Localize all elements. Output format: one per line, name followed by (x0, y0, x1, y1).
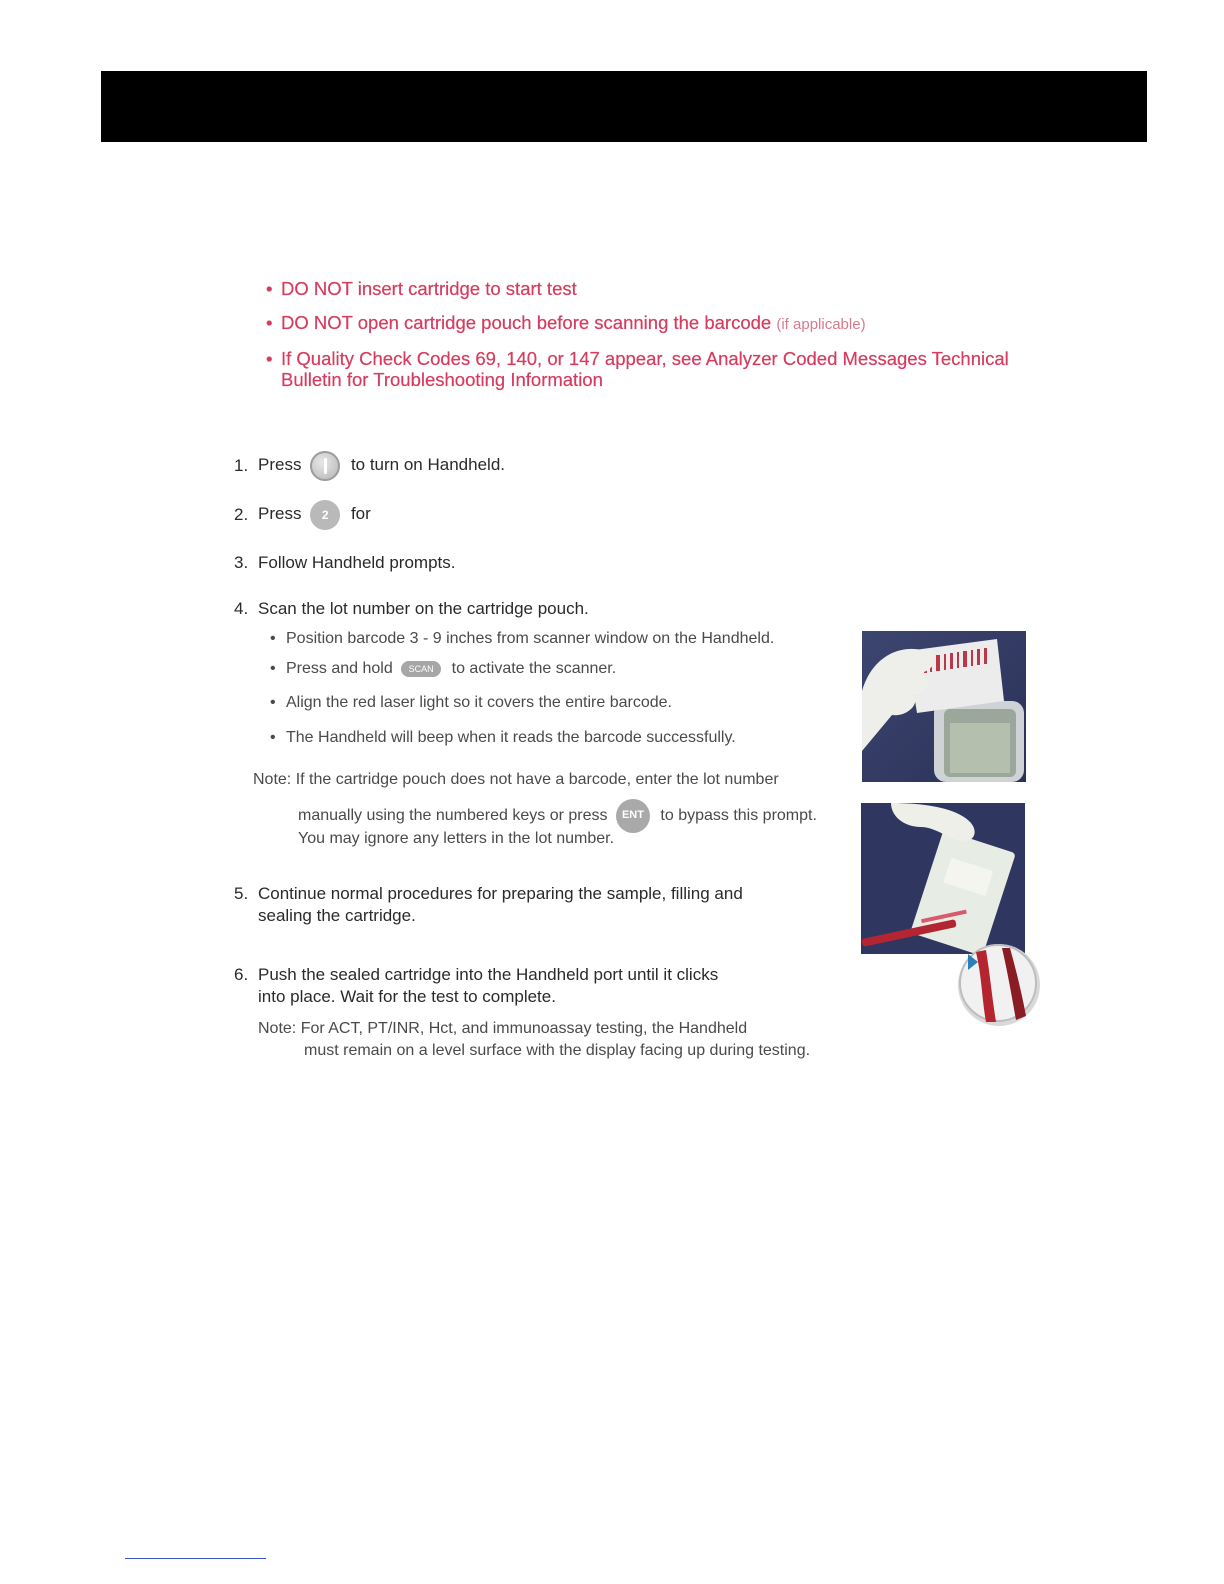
scanning-barcode-photo (862, 631, 1026, 782)
step-text: Follow Handheld prompts. (258, 553, 456, 572)
note-line: must remain on a level surface with the display facing up during testing. (304, 1042, 811, 1059)
step-text: Press (258, 455, 302, 474)
note-line: You may ignore any letters in the lot number. (298, 830, 615, 847)
ent-key-icon: ENT (616, 799, 650, 833)
warning-item (266, 278, 1086, 299)
bullet-line (286, 659, 616, 679)
step-number: 4. (234, 599, 249, 618)
step-number: 2. (234, 505, 249, 524)
step-number: 5. (234, 884, 249, 903)
bullet-text: Position barcode 3 - 9 inches from scanner window on the Handheld. (286, 630, 775, 647)
bullet: • (270, 694, 276, 711)
step-number: 6. (234, 965, 249, 984)
bullet: • (270, 729, 276, 746)
bullet-text: The Handheld will beep when it reads the barcode successfully. (286, 729, 736, 746)
step-text: Press (258, 504, 302, 523)
step-text: Continue normal procedures for preparing the sample, filling and (258, 884, 743, 903)
step-text: Scan the lot number on the cartridge pouch. (258, 599, 589, 618)
note-line: Note: For ACT, PT/INR, Hct, and immunoassay testing, the Handheld (258, 1020, 748, 1037)
step-text: to turn on Handheld. (350, 455, 505, 474)
warning-text: If Quality Check Codes 69, 140, or 147 appear, see Analyzer Coded Messages Technical Bulletin for Troubleshooting Information (281, 348, 1009, 390)
cartridge-port-detail-icon (952, 938, 1046, 1032)
header-bar (101, 71, 1147, 142)
bullet: • (266, 278, 273, 299)
bullet-text: to activate the scanner. (451, 660, 617, 677)
bullet-text: Press and hold (286, 660, 393, 677)
step-6-continued: into place. Wait for the test to complete. (258, 987, 556, 1006)
step-text: Push the sealed cartridge into the Handheld port until it clicks (258, 965, 719, 984)
warning-list (266, 278, 1086, 403)
footer-link-rule (125, 1558, 266, 1559)
warning-item (266, 312, 1086, 335)
note-text: manually using the numbered keys or press (298, 807, 608, 825)
step-number: 3. (234, 553, 249, 572)
note-text: to bypass this prompt. (660, 807, 817, 825)
step-5-continued: sealing the cartridge. (258, 906, 416, 925)
warning-suffix: (if applicable) (776, 316, 866, 333)
warning-text: DO NOT insert cartridge to start test (281, 278, 577, 299)
bullet: • (270, 630, 276, 647)
note-line (298, 799, 817, 833)
step-number: 1. (234, 456, 249, 475)
filling-cartridge-photo (861, 803, 1025, 954)
scan-key-icon: SCAN (401, 661, 441, 677)
warning-item (266, 348, 1071, 390)
key-2-icon: 2 (310, 500, 340, 530)
bullet: • (270, 660, 276, 677)
bullet: • (266, 348, 273, 369)
step-text: for (350, 504, 371, 523)
bullet: • (266, 312, 273, 333)
bullet-text: Align the red laser light so it covers the entire barcode. (286, 694, 672, 711)
warning-text: DO NOT open cartridge pouch before scanning the barcode (281, 312, 772, 333)
power-button-icon (310, 451, 340, 481)
note-line: Note: If the cartridge pouch does not have a barcode, enter the lot number (253, 771, 779, 788)
